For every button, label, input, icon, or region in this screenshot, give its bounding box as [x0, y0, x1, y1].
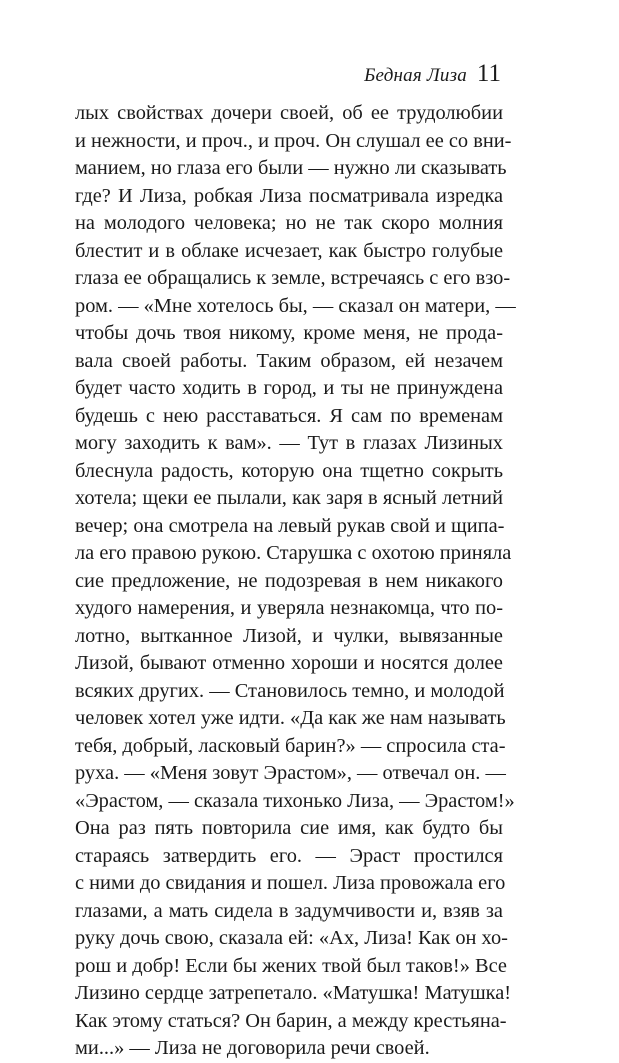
- text-line: стараясь затвердить его. — Эраст простился: [75, 844, 503, 867]
- text-line: Лизино сердце затрепетало. «Матушка! Матушка!: [75, 982, 512, 1004]
- text-line: «Эрастом, — сказала тихонько Лиза, — Эрастом!»: [75, 789, 515, 812]
- text-line: чтобы дочь твоя никому, кроме меня, не прода-: [75, 322, 503, 344]
- text-line: руха. — «Меня зовут Эрастом», — отвечал он. —: [75, 762, 506, 784]
- text-line: ла его правою рукою. Старушка с охотою приняла: [75, 542, 512, 564]
- text-line: Как этому статься? Он барин, а между крестьяна-: [75, 1009, 507, 1032]
- text-line: с ними до свидания и пошел. Лиза провожала его: [75, 872, 506, 894]
- text-line: лотно, вытканное Лизой, и чулки, вывязанные: [75, 624, 503, 647]
- text-line: Она раз пять повторила сие имя, как будто бы: [75, 817, 503, 839]
- text-line: будешь с нею расставаться. Я сам по временам: [75, 404, 503, 427]
- text-line: рош и добр! Если бы жених твой был таков!» Все: [75, 954, 507, 977]
- page-number: 11: [476, 60, 501, 87]
- text-line: глазами, а мать сидела в задумчивости и, взяв за: [75, 899, 503, 922]
- text-line: лых свойствах дочери своей, об ее трудолюбии: [75, 102, 503, 124]
- text-line: тебя, добрый, ласковый барин?» — спросила ста-: [75, 734, 506, 757]
- text-line: вала своей работы. Таким образом, ей незачем: [75, 349, 503, 372]
- text-line: манием, но глаза его были — нужно ли сказывать: [75, 157, 507, 179]
- text-line: будет часто ходить в город, и ты не принуждена: [75, 377, 503, 399]
- text-line: вечер; она смотрела на левый рукав свой и щипа-: [75, 514, 505, 537]
- body-text: [75, 100, 516, 1063]
- text-line: ром. — «Мне хотелось бы, — сказал он матери, —: [75, 294, 516, 317]
- text-line: ми...» — Лиза не договорила речи своей.: [75, 1037, 430, 1059]
- text-line: могу заходить к вам». — Тут в глазах Лизиных: [75, 432, 503, 454]
- text-line: хотела; щеки ее пылали, как заря в ясный летний: [75, 487, 503, 509]
- text-line: сие предложение, не подозревая в нем никакого: [75, 569, 503, 592]
- running-header: [364, 60, 501, 88]
- text-line: человек хотел уже идти. «Да как же нам называть: [75, 707, 506, 729]
- text-line: руку дочь свою, сказала ей: «Ах, Лиза! Как он хо-: [75, 927, 508, 949]
- text-line: глаза ее обращались к земле, встречаясь с его взо-: [75, 267, 511, 289]
- text-line: Лизой, бывают отменно хороши и носятся долее: [75, 652, 503, 674]
- text-line: и нежности, и проч., и проч. Он слушал ее со вни-: [75, 129, 512, 152]
- text-line: всяких других. — Становилось темно, и молодой: [75, 679, 505, 702]
- text-line: где? И Лиза, робкая Лиза посматривала изредка: [75, 184, 503, 207]
- text-line: блестит и в облаке исчезает, как быстро голубые: [75, 239, 503, 262]
- text-line: на молодого человека; но не так скоро молния: [75, 212, 503, 234]
- running-head-title: Бедная Лиза: [364, 65, 467, 86]
- text-line: худого намерения, и уверяла незнакомца, что по-: [75, 597, 503, 619]
- text-line: блеснула радость, которую она тщетно сокрыть: [75, 459, 503, 482]
